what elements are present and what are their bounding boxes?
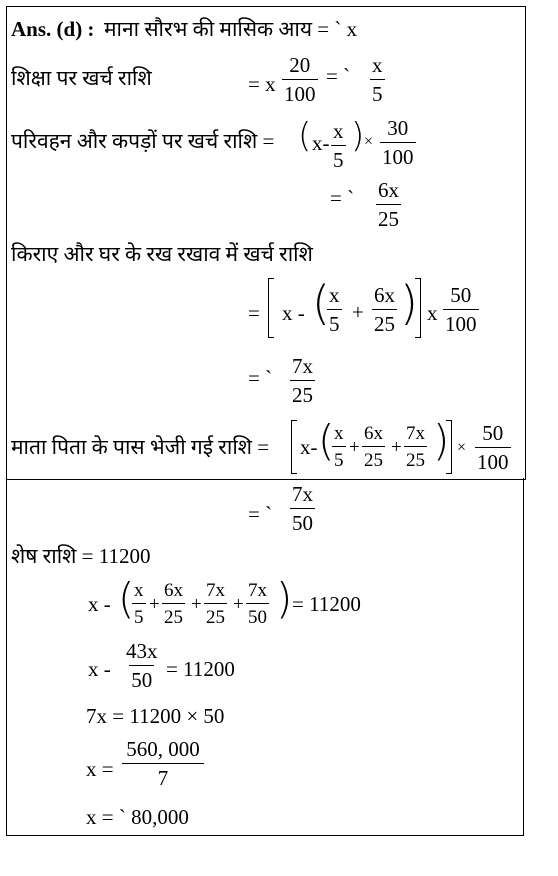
rent-plus: + <box>352 300 364 324</box>
parents-fraction-3: $\frac{7x}{25}$ <box>406 423 425 471</box>
parents-times: × <box>457 439 467 456</box>
eq1-fraction-4: $\frac{7x}{50}$ <box>248 580 267 628</box>
transport-x: x- <box>312 131 330 155</box>
transport-inner-fraction: $\frac{x}{5}$ <box>333 119 344 172</box>
rent-paren-left: ( <box>312 276 330 330</box>
income-statement: माना सौरभ की मासिक आय = ` x <box>104 17 358 41</box>
rent-paren-right: ) <box>400 276 418 330</box>
rent-result-eq: = ` <box>248 366 273 390</box>
parents-plus-2: + <box>391 437 402 458</box>
eq4-lhs: x = <box>86 757 114 781</box>
rent-fraction-1: $\frac{x}{5}$ <box>329 283 340 336</box>
rent-fraction-2: $\frac{6x}{25}$ <box>374 283 395 336</box>
remaining-label: शेष राशि = 11200 <box>11 544 151 568</box>
answer-label: Ans. (d) : <box>11 17 95 41</box>
eq1-fraction-2: $\frac{6x}{25}$ <box>164 580 183 628</box>
education-label: शिक्षा पर खर्च राशि <box>11 66 152 90</box>
eq2-x: x - <box>88 657 111 681</box>
eq3: 7x = 11200 × 50 <box>86 704 225 728</box>
answer-box-bottom <box>6 478 524 836</box>
eq2-rhs: = 11200 <box>166 657 235 681</box>
eq1-fraction-3: $\frac{7x}{25}$ <box>206 580 225 628</box>
education-fraction: $\frac{20}{100}$ <box>284 53 316 106</box>
parents-result-eq: = ` <box>248 502 273 526</box>
transport-fraction: $\frac{30}{100}$ <box>382 116 414 169</box>
education-eq: = x <box>248 72 276 96</box>
eq1-plus-3: + <box>233 594 244 615</box>
parents-bracket-right <box>446 420 452 474</box>
eq1-paren-right: ) <box>276 574 293 623</box>
eq5: x = ` 80,000 <box>86 805 189 829</box>
rent-fraction-3: $\frac{50}{100}$ <box>445 283 477 336</box>
transport-label: परिवहन और कपड़ों पर खर्च राशि = <box>11 129 275 153</box>
rent-eq: = <box>248 301 260 325</box>
parents-plus-1: + <box>349 437 360 458</box>
parents-fraction-2: $\frac{6x}{25}$ <box>364 423 383 471</box>
rent-x: x - <box>282 301 305 325</box>
transport-result-eq: = ` <box>330 186 355 210</box>
parents-bracket-left <box>291 420 297 474</box>
parents-fraction-1: $\frac{x}{5}$ <box>334 423 344 471</box>
transport-times: × <box>364 133 374 150</box>
transport-result-fraction: $\frac{6x}{25}$ <box>378 178 399 231</box>
education-result-fraction: $\frac{x}{5}$ <box>372 53 383 106</box>
eq1-x: x - <box>88 592 111 616</box>
education-eq2: = ` <box>326 64 351 88</box>
transport-paren-right: ) <box>351 116 365 156</box>
rent-bracket-left <box>268 278 274 338</box>
eq1-rhs: = 11200 <box>292 592 361 616</box>
eq1-plus-2: + <box>191 594 202 615</box>
eq2-fraction: $\frac{43x}{50}$ <box>126 639 158 692</box>
eq1-paren-left: ( <box>118 574 135 623</box>
rent-result-fraction: $\frac{7x}{25}$ <box>292 354 313 407</box>
rent-x2: x <box>427 301 438 325</box>
parents-paren-right: ) <box>433 416 450 465</box>
rent-bracket-right <box>415 278 421 338</box>
parents-paren-left: ( <box>318 416 335 465</box>
parents-x: x- <box>300 435 318 459</box>
eq1-fraction-1: $\frac{x}{5}$ <box>134 580 144 628</box>
eq1-plus-1: + <box>149 594 160 615</box>
rent-label: किराए और घर के रख रखाव में खर्च राशि <box>11 242 313 266</box>
eq4-fraction: $\frac{560, 000}{7}$ <box>122 739 204 789</box>
parents-result-fraction: $\frac{7x}{50}$ <box>292 482 313 535</box>
parents-label: माता पिता के पास भेजी गई राशि = <box>11 435 270 459</box>
parents-fraction-4: $\frac{50}{100}$ <box>477 421 509 474</box>
transport-paren-left: ( <box>298 116 312 156</box>
